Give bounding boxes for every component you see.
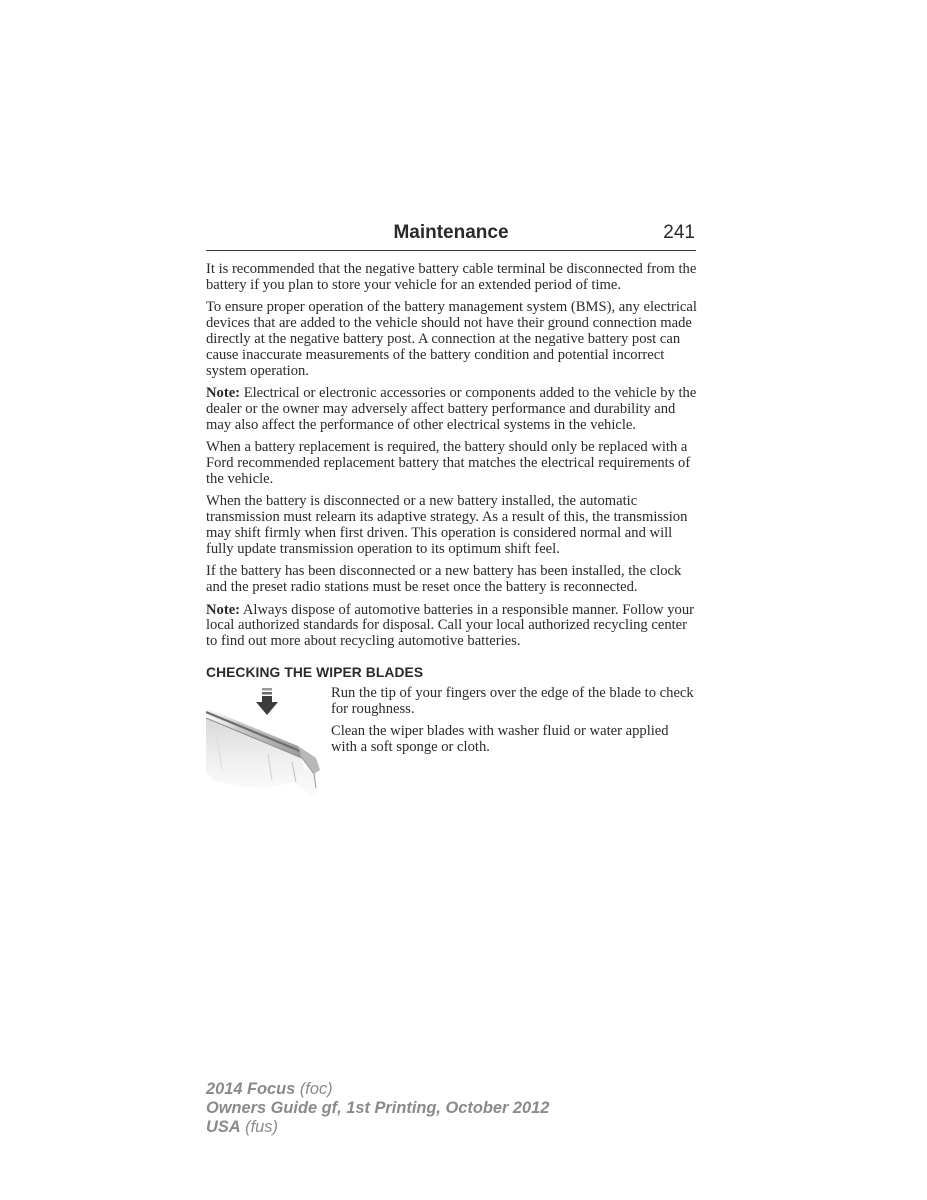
paragraph-bms: To ensure proper operation of the battery management system (BMS), any electrical devices that are added to the vehicle should not have their ground connection made directly at the negative battery post. A connection at the negative battery post can cause inaccurate measurements of the battery condition and potential incorrect system operation.	[206, 299, 697, 379]
footer-printing: Owners Guide gf, 1st Printing, October 2012	[206, 1099, 550, 1118]
wiper-blade-icon	[206, 688, 328, 803]
wiper-instructions	[331, 686, 698, 762]
paragraph-reset: If the battery has been disconnected or a new battery has been installed, the clock and the preset radio stations must be reset once the battery is reconnected.	[206, 563, 682, 596]
main-content	[206, 262, 698, 806]
note-accessories	[206, 386, 698, 434]
footer-model: 2014 Focus (foc)	[206, 1080, 333, 1098]
note-disposal	[206, 603, 698, 651]
paragraph-transmission: When the battery is disconnected or a new battery installed, the automatic transmission must relearn its adaptive strategy. As a result of this, the transmission may shift firmly when first driven. This operation is considered normal and will fully update transmission operation to its optimum shift feel.	[206, 493, 688, 558]
note-text: Electrical or electronic accessories or components added to the vehicle by the dealer or the owner may adversely affect battery performance and durability and may also affect the performance of other electrical systems in the vehicle.	[206, 385, 697, 433]
page-header	[206, 222, 696, 251]
wiper-instruction-clean: Clean the wiper blades with washer fluid or water applied with a soft sponge or cloth.	[331, 723, 669, 756]
note-label: Note:	[206, 385, 241, 402]
paragraph-replacement: When a battery replacement is required, the battery should only be replaced with a Ford recommended replacement battery that matches the electrical requirements of the vehicle.	[206, 439, 691, 488]
wiper-blade-illustration	[206, 688, 328, 803]
paragraph-storage: It is recommended that the negative battery cable terminal be disconnected from the battery if you plan to store your vehicle for an extended period of time.	[206, 261, 697, 293]
wiper-instruction-check: Run the tip of your fingers over the edge of the blade to check for roughness.	[331, 685, 694, 718]
wiper-block	[206, 686, 698, 806]
note-label: Note:	[206, 601, 241, 618]
page-footer	[206, 1080, 549, 1138]
page-number: 241	[663, 222, 695, 243]
footer-region: USA (fus)	[206, 1118, 278, 1137]
note-text: Always dispose of automotive batteries in a responsible manner. Follow your local authorized standards for disposal. Call your local authorized recycling center to find out more about recycling automotive batteries.	[206, 601, 694, 650]
section-heading-wiper: CHECKING THE WIPER BLADES	[206, 665, 424, 681]
section-title: Maintenance	[393, 222, 509, 243]
